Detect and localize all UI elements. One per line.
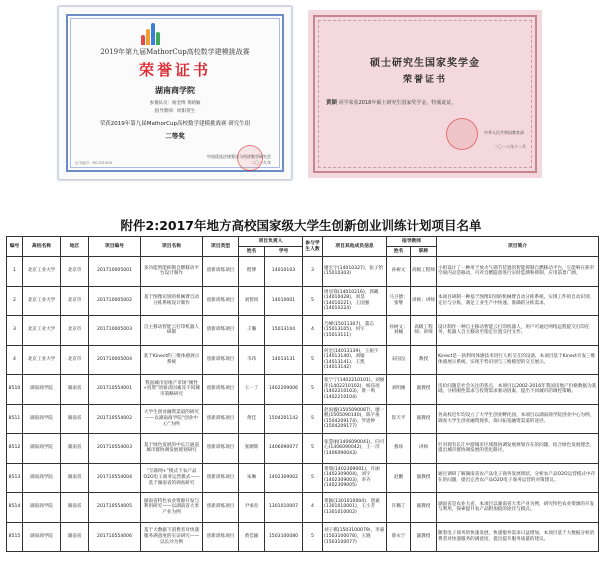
cell-school: 湖南商学院 [23, 375, 61, 405]
cell-leader-name: 刘智同 [239, 286, 265, 316]
school-name: 湖南商学院 [155, 86, 195, 95]
competition-title: 2019年第九届MathorCup高校数学建模挑战赛 [100, 48, 250, 56]
cell-leader-sid: 1406090077 [265, 434, 303, 464]
cell-advisor-title: 讲师 [411, 434, 437, 464]
cell-leader-sid: 14010001 [265, 286, 303, 316]
cell-advisor-name: 马卫德；张继 [387, 286, 411, 316]
cell-id: 8511 [7, 404, 23, 434]
cell-id: 2 [7, 286, 23, 316]
cell-project-no: 201710554005 [89, 493, 141, 523]
issuer-name: 中国优选法统筹法与经济数学研究会 [207, 154, 271, 159]
cell-other-members: 谢宏宇(14010327)，张子怡(15010303) [323, 257, 387, 287]
cell-project-type: 创新训练项目 [203, 493, 239, 523]
cell-project-name: “互联网+”模式下农产品O2O电子商务运营模式——基于湖南省的调查研究 [141, 463, 203, 493]
cell-project-no: 201710554004 [89, 463, 141, 493]
cell-advisor-name: 刘明刚 [387, 375, 411, 405]
cell-project-no: 201710554002 [89, 404, 141, 434]
cell-id: 8515 [7, 522, 23, 552]
cell-project-type: 创新训练项目 [203, 375, 239, 405]
cell-project-type: 创新训练项目 [203, 257, 239, 287]
cell-summary: 随着电子商务的快速发展，快递服务需求日益增加，本项目基于大数据分析消费者对快递服务的满意度，提出提升服务质量的建议。 [437, 522, 599, 552]
advisor-label: 指导教师： [154, 109, 178, 114]
honor-title: 荣誉证书 [138, 61, 211, 79]
advisor [59, 108, 291, 114]
cell-project-no: 201710554001 [89, 375, 141, 405]
cell-advisor-title: 高级工程师；讲师 [411, 316, 437, 346]
cell-school: 北京工业大学 [23, 257, 61, 287]
header-project-type: 项目类型 [203, 237, 239, 257]
cell-leader-sid: 1402309002 [265, 463, 303, 493]
cell-leader-sid: 14013131 [265, 345, 303, 375]
cell-participants: 5 [303, 286, 323, 316]
scholarship-title: 硕士研究生国家奖学金 [370, 58, 480, 69]
cell-advisor-title: 高级工程师 [411, 257, 437, 287]
cell-project-name: 基于Kinect的三维体感展示系统 [141, 345, 203, 375]
cell-advisor-name: 蔡永宁 [387, 522, 411, 552]
cell-region: 湖南省 [61, 493, 89, 523]
cell-project-name: 湖南省特色农业资源开发与利用研究——以湖南省大米产业为例 [141, 493, 203, 523]
header-project-name: 项目名称 [141, 237, 203, 257]
header-advisor-title: 职称 [411, 247, 437, 257]
header-leader-name: 姓名 [239, 247, 265, 257]
award-text: 荣获2019年第九届MathorCup高校数学建模挑战赛 研究生组 [99, 121, 251, 127]
cell-project-type: 创新训练项目 [203, 404, 239, 434]
cell-advisor-title: 讲师；讲师 [411, 286, 437, 316]
cell-school: 北京工业大学 [23, 286, 61, 316]
cell-advisor-title: 副教授 [411, 493, 437, 523]
cell-school: 湖南商学院 [23, 404, 61, 434]
cell-advisor-name: 燕珍 [387, 434, 411, 464]
cell-other-members: 黄瑞(1402309001)，许丽(1402309004)，刘宇(1402309003)，李卉(1402309005) [323, 463, 387, 493]
cell-other-members: 周显锋(14010216)，郭戴(14010428)，刘昊(14010221)，王国强(14010224) [323, 286, 387, 316]
cell-leader-sid: 1301010007 [265, 493, 303, 523]
table-row [7, 257, 599, 287]
cell-region: 北京市 [61, 345, 89, 375]
cell-project-type: 创新训练项目 [203, 316, 239, 346]
honor-title: 荣誉证书 [402, 75, 447, 85]
cell-project-type: 创新训练项目 [203, 434, 239, 464]
cell-project-no: 201710554003 [89, 434, 141, 464]
cell-project-name: 基于大数据下消费者对快递服务满意度的实证研究——以长沙为例 [141, 522, 203, 552]
scholarship-certificate [308, 10, 542, 178]
cell-project-name: 多功能智能抑制自燃移动平台设计制作 [141, 257, 203, 287]
recipient-name: 黄颖 [326, 100, 338, 106]
cell-participants: 5 [303, 522, 323, 552]
header-school: 高校名称 [23, 237, 61, 257]
header-other-members: 项目其他成员信息 [323, 237, 387, 257]
cell-advisor-name: 宋国良 [387, 345, 411, 375]
cell-id: 4 [7, 345, 23, 375]
cell-region: 湖南省 [61, 522, 89, 552]
cell-id: 1 [7, 257, 23, 287]
award-text [326, 98, 528, 106]
competition-logo-icon [139, 21, 161, 45]
table-row [7, 493, 599, 523]
cell-leader-sid: 1503100080 [265, 522, 303, 552]
project-list-table [6, 236, 599, 552]
members-label: 参赛队员： [149, 101, 173, 106]
cell-summary: 设计制作一种自主移动智能云打印机器人，用户可通过网络远程提交打印任务，机器人自主移动至指定位置交付文件。 [437, 316, 599, 346]
cell-advisor-name: 赵鹏 [387, 463, 411, 493]
members-value: 杨金博 黄晴颖 [172, 101, 201, 106]
cell-region: 北京市 [61, 316, 89, 346]
cell-id: 8513 [7, 463, 23, 493]
cell-summary: 湖南省是农业大省，本项目以湖南省大米产业为例，研究特色农业资源的开发与利用，探索提升农产品附加值的途径与模式。 [437, 493, 599, 523]
table-body [7, 257, 599, 552]
cell-region: 北京市 [61, 257, 89, 287]
cell-leader-sid: 1402209006 [265, 375, 303, 405]
cell-region: 湖南省 [61, 404, 89, 434]
header-leader-sid: 学号 [265, 247, 303, 257]
header-advisor-name: 姓名 [387, 247, 411, 257]
table-row [7, 375, 599, 405]
official-seal-icon [446, 118, 478, 150]
cell-advisor-title: 教授 [411, 345, 437, 375]
cell-region: 湖南省 [61, 375, 89, 405]
issuer-name: 中华人民共和国教育部 [484, 130, 524, 135]
cell-advisor-title: 副教授 [411, 375, 437, 405]
cell-region: 湖南省 [61, 434, 89, 464]
cell-summary: 本项目研制一种基于图像识别的机械臂自动分拣系统，实现工件的自动识别、定位与分拣，满足工业生产中快速、准确的分拣需求。 [437, 286, 599, 316]
cell-id: 8512 [7, 434, 23, 464]
cell-other-members: 乃峰(15011307)，董志(15013105)，何宇(15013111) [323, 316, 387, 346]
cell-other-members: 张宁宁(1402210101)，刘丽萍(1402210102)，杨乐瑶(1402210103)，黄一鸣(1402210104) [323, 375, 387, 405]
cell-other-members: 赵雨璇(1505090087)，廖一帆(1505090140)，陈宇豪(1504209174)，罗思婷(1504209177) [323, 404, 387, 434]
cell-advisor-title: 副教授 [411, 404, 437, 434]
header-leader-group: 项目负责人 [239, 237, 303, 247]
cell-project-no: 201710005003 [89, 316, 141, 346]
cell-id: 3 [7, 316, 23, 346]
cell-project-no: 201710005004 [89, 345, 141, 375]
cell-school: 北京工业大学 [23, 345, 61, 375]
cell-other-members: 张慧丽(1406090041)，向可心(1406090042)，王一洋(1406090043) [323, 434, 387, 464]
cell-other-members: 何宏(14013139)，王振宇(14013140)，刘媛(14013141)，王凯(14013142) [323, 345, 387, 375]
cell-project-type: 创新训练项目 [203, 286, 239, 316]
cell-leader-name: 黄佳 [239, 404, 265, 434]
cell-school: 湖南商学院 [23, 522, 61, 552]
prize-level: 二等奖 [165, 132, 185, 140]
cell-summary: 小组设计了一种用于放火气调节装置的智能抑制自燃移动平台，它能够在狭窄空间内灵活移动，可对自燃隐患进行实时监测和抑制，应用前景广阔。 [437, 257, 599, 287]
cell-participants: 5 [303, 345, 323, 375]
advisor-value: 欧阳资生 [177, 109, 196, 114]
cell-summary: Kinect是一款利用体感技术进行人机交互的设备，本项目基于Kinect开发三维体感展示系统，实现手势识别与三维模型的交互展示。 [437, 345, 599, 375]
table-row [7, 434, 599, 464]
cell-advisor-name: 孙树文 [387, 257, 411, 287]
cell-school: 北京工业大学 [23, 316, 61, 346]
cell-other-members: 刘子棋(1503100079)，李嘉(1503100078)，王晓(1503100077) [323, 522, 387, 552]
cell-summary: 通过调研了解湖南省农产品电子商务发展现状，分析农产品O2O运营模式中存在的问题，提出完善农产品O2O电子商务运营的对策建议。 [437, 463, 599, 493]
cell-participants: 4 [303, 316, 323, 346]
cell-project-name: 基于绿色发展的中长江通道城市群协调发展规划研究 [141, 434, 203, 464]
cell-participants: 5 [303, 434, 323, 464]
cell-other-members: 黄颖(1301010004)，唐嘉(1301010001)，王小芳(1301010002) [323, 493, 387, 523]
cell-project-type: 创新训练项目 [203, 345, 239, 375]
cell-project-no: 201710554006 [89, 522, 141, 552]
cell-participants: 5 [303, 404, 323, 434]
cell-leader-name: 程博 [239, 257, 265, 287]
award-sentence: 同学荣获2018年硕士研究生国家奖学金，特颁此证。 [338, 100, 457, 106]
cell-id: 8514 [7, 493, 23, 523]
cell-leader-sid: 1504201142 [265, 404, 303, 434]
table-row [7, 463, 599, 493]
cell-project-name: 我国城市房地产市场“刚性+投资”的驱动因素及不同城市策略研究 [141, 375, 203, 405]
cell-project-name: 自主移动智能云打印机器人研制 [141, 316, 203, 346]
issue-date: 二〇一八年十二月 [494, 144, 526, 149]
cell-summary: 房价问题是社会关注的焦点，本项目以2002-2016年我国房地产价格数据为基础，分析刚性需求与投资需求驱动因素，提出不同城市的调控策略。 [437, 375, 599, 405]
cell-summary: 针对现有长江中游城市区域群协调发展规划存在的问题，结合绿色发展理念，提出城市群协调发展的优化路径。 [437, 434, 599, 464]
cell-participants: 5 [303, 375, 323, 405]
table-row [7, 522, 599, 552]
cell-school: 湖南商学院 [23, 493, 61, 523]
cell-leader-name: 黄佳颖 [239, 522, 265, 552]
cell-region: 湖南省 [61, 463, 89, 493]
cell-leader-name: 王璐 [239, 316, 265, 346]
cell-leader-sid: 14010103 [265, 257, 303, 287]
cell-advisor-name: 许璐丁 [387, 493, 411, 523]
cell-school: 湖南商学院 [23, 463, 61, 493]
cell-project-type: 创新训练项目 [203, 463, 239, 493]
cell-advisor-title: 副教授 [411, 463, 437, 493]
cell-advisor-name: 崔天平 [387, 404, 411, 434]
header-summary: 项目简介 [437, 237, 599, 257]
cell-participants: 3 [303, 257, 323, 287]
cell-summary: 各高校近年均设立了大学生创业孵化园，本项目以湖南商学院创业中心为例，调查大学生创业融资现状，探讨拓宽融资渠道的途径。 [437, 404, 599, 434]
cell-school: 湖南商学院 [23, 434, 61, 464]
header-advisor-group: 指导教师 [387, 237, 437, 247]
cell-id: 8510 [7, 375, 23, 405]
document-title: 附件2:2017年地方高校国家级大学生创新创业训练计划项目名单 [120, 218, 482, 233]
cell-project-name: 基于图像识别的机械臂自动分拣系统设计制作 [141, 286, 203, 316]
cell-project-type: 创新训练项目 [203, 522, 239, 552]
header-participants: 参与学生人数 [303, 237, 323, 257]
header-region: 地区 [61, 237, 89, 257]
cell-leader-name: 韦玮 [239, 345, 265, 375]
cell-leader-name: 朱琳 [239, 463, 265, 493]
cell-leader-sid: 15013104 [265, 316, 303, 346]
table-row [7, 404, 599, 434]
header-project-no: 项目编号 [89, 237, 141, 257]
cell-leader-name: 张顺辉 [239, 434, 265, 464]
table-row [7, 345, 599, 375]
cell-participants: 5 [303, 463, 323, 493]
team-members [59, 100, 291, 106]
cell-advisor-title: 副教授 [411, 522, 437, 552]
cell-leader-name: 王一丁 [239, 375, 265, 405]
certificate-number: 证书编号：MC1919CM [75, 161, 113, 165]
cell-participants: 4 [303, 493, 323, 523]
table-row [7, 316, 599, 346]
table-row [7, 286, 599, 316]
cell-project-no: 201710005002 [89, 286, 141, 316]
cell-project-name: 大学生创业融资渠道的研究——以湖南商学院“创业中心”为例 [141, 404, 203, 434]
cell-project-no: 201710005001 [89, 257, 141, 287]
cell-region: 北京市 [61, 286, 89, 316]
issue-date: 二〇一九年 [251, 160, 271, 165]
issuer [201, 154, 271, 166]
mathorcup-certificate [58, 6, 292, 180]
header-id: 编号 [7, 237, 23, 257]
cell-leader-name: 尹承育 [239, 493, 265, 523]
cell-advisor-name: 孙树文；刘楠 [387, 316, 411, 346]
